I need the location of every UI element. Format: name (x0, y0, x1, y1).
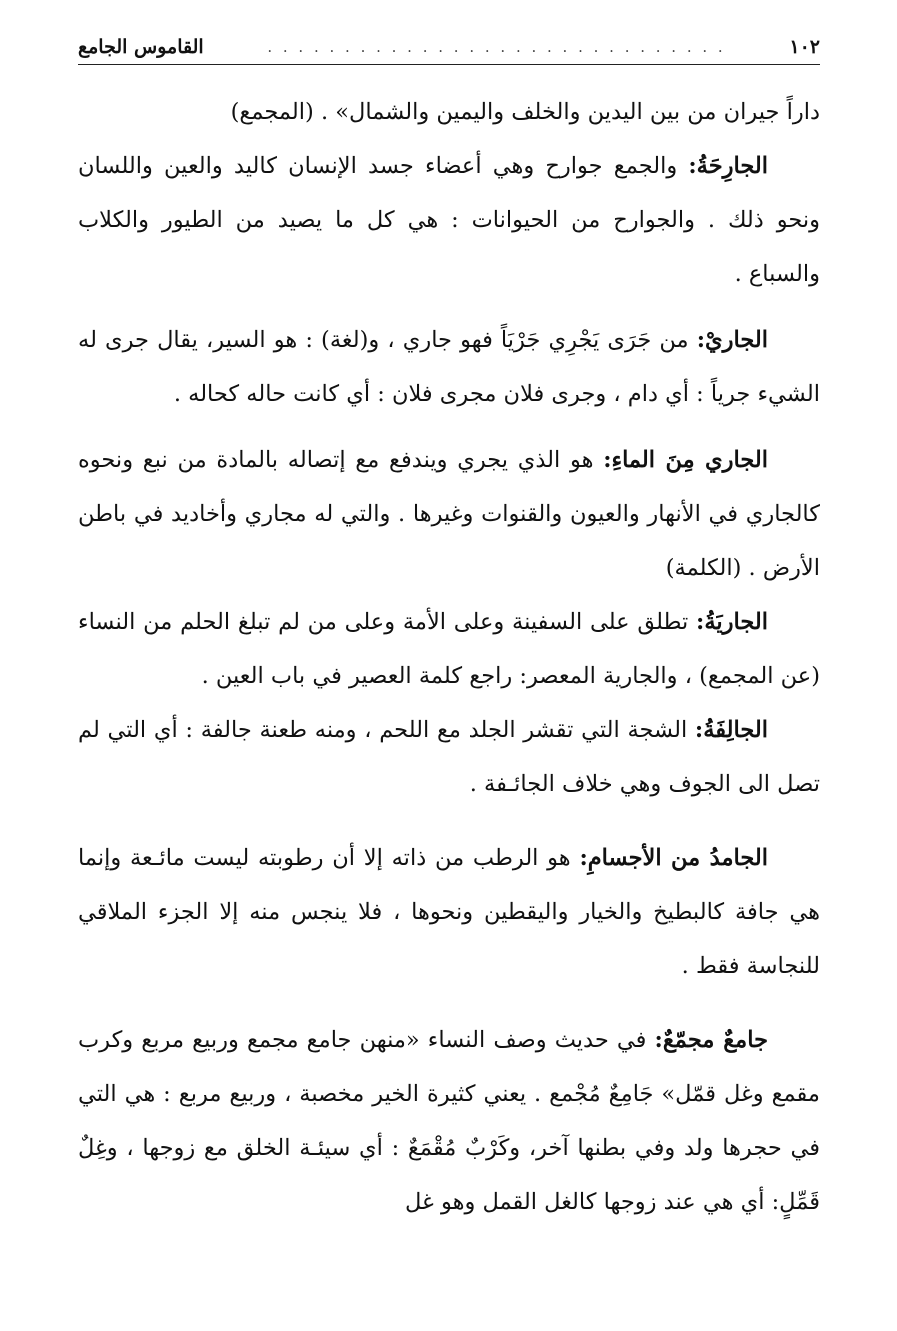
running-header (78, 30, 820, 65)
entry-jalifa (78, 703, 820, 811)
entry-definition: الشجة التي تقشر الجلد مع اللحم ، ومنه طعنة جالفة : أي التي لم تصل الى الجوف وهي خلاف الجائـفة . (78, 717, 820, 797)
entry-jariya (78, 595, 820, 703)
entry-definition: تطلق على السفينة وعلى الأمة وعلى من لم تبلغ الحلم من النساء (عن المجمع) ، والجارية المعصر: راجع كلمة العصير في باب العين . (78, 609, 820, 689)
header-leader-dots: . . . . . . . . . . . . . . . . . . . . . . . . . . . . . . (267, 38, 726, 56)
continuation-text: داراً جيران من بين اليدين والخلف واليمين والشمال» . (المجمع) (230, 99, 820, 125)
entry-term: الجاريْ: (696, 327, 768, 353)
entry-definition: في حديث وصف النساء «منهن جامع مجمع وربيع مربع وكرب مقمع وغل قمّل» جَامِعٌ مُجْمع . يعني كثيرة الخير مخصبة ، وربيع مربع : هي التي في حجرها ولد وفي بطنها آخر، وكَرْبٌ مُقْمَعٌ : أي سيئـة الخلق مع زوجها ، وغِلٌ قَمِّلٍ: أي هي عند زوجها كالغل القمل وهو غل (78, 1027, 820, 1215)
entry-term: الجارِحَةُ: (688, 153, 768, 179)
entry-term: الجاري مِنَ الماءِ: (603, 447, 768, 473)
entry-jamid (78, 831, 820, 993)
entry-definition: هو الرطب من ذاته إلا أن رطوبته ليست مائـعة وإنما هي جافة كالبطيخ والخيار واليقطين ونحوها ، فلا ينجس منه إلا الجزء الملاقي للنجاسة فقط . (78, 845, 820, 979)
entry-definition: هو الذي يجري ويندفع مع إتصاله بالمادة من نبع ونحوه كالجاري في الأنهار والعيون والقنوات وغيرها . والتي له مجاري وأخاديد في باطن الأرض . (الكلمة) (78, 447, 820, 581)
entry-jami-mujammi (78, 1013, 820, 1229)
page-number: ١٠٢ (789, 36, 820, 58)
entry-term: الجالِفَةُ: (694, 717, 768, 743)
book-title: القاموس الجامع (78, 36, 204, 58)
entry-jari-min-al-ma (78, 433, 820, 595)
entry-jariha (78, 139, 820, 301)
entry-jari (78, 313, 820, 421)
entry-term: جامعٌ مجمّعٌ: (654, 1027, 768, 1053)
entry-definition: من جَرَى يَجْرِي جَرْيَاً فهو جاري ، و(لغة) : هو السير، يقال جرى له الشيء جرياً : أي دام ، وجرى فلان مجرى فلان : أي كانت حاله كحاله . (78, 327, 820, 407)
dictionary-body (78, 85, 820, 1229)
book-page (78, 30, 820, 1310)
entry-definition: والجمع جوارح وهي أعضاء جسد الإنسان كاليد والعين واللسان ونحو ذلك . والجوارح من الحيوانات : هي كل ما يصيد من الطيور والكلاب والسباع . (78, 153, 820, 287)
entry-term: الجامدُ من الأجسامِ: (579, 845, 768, 871)
entry-term: الجاريَةُ: (696, 609, 768, 635)
